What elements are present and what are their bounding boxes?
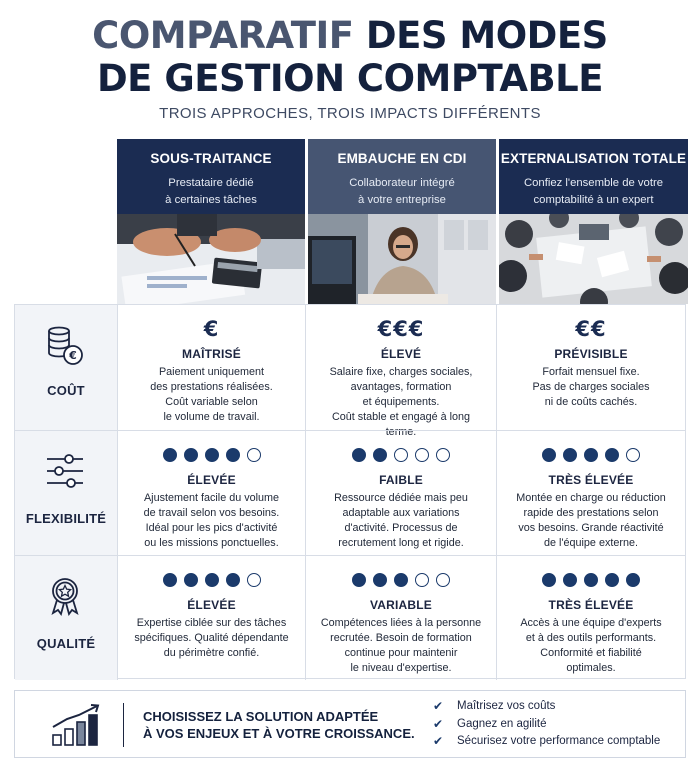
cell-qualite-externalisation bbox=[497, 556, 685, 680]
footer-divider bbox=[123, 703, 124, 747]
cell-heading: MAÎTRISÉ bbox=[182, 347, 241, 361]
check-icon: ✔ bbox=[433, 734, 444, 748]
benefit-item: ✔ Maîtrisez vos coûts bbox=[433, 698, 660, 716]
column-header-embauche-cdi bbox=[308, 139, 496, 304]
cost-symbol: € bbox=[203, 317, 220, 341]
column-description: Confiez l'ensemble de votre comptabilité à un expert bbox=[523, 177, 664, 206]
cell-body: Forfait mensuel fixe. Pas de charges sociales ni de coûts cachés. bbox=[532, 366, 650, 408]
rating-dot-filled bbox=[563, 448, 577, 462]
sliders-icon bbox=[45, 451, 85, 491]
title-line2: DE GESTION COMPTABLE bbox=[96, 57, 604, 100]
rating-dot-filled bbox=[352, 573, 366, 587]
cell-body: Expertise ciblée sur des tâches spécifiques. Qualité dépendante du périmètre confié. bbox=[134, 617, 289, 659]
column-headers bbox=[117, 139, 688, 304]
office-employee-photo bbox=[308, 214, 496, 304]
rating-dot-empty bbox=[436, 573, 450, 587]
rating-dot-empty bbox=[626, 448, 640, 462]
column-description: Collaborateur intégré à votre entreprise bbox=[349, 177, 455, 206]
cell-heading: FAIBLE bbox=[379, 473, 423, 487]
rating-dot-filled bbox=[163, 448, 177, 462]
cell-cout-externalisation bbox=[497, 305, 685, 430]
row-flexibilite bbox=[15, 430, 685, 555]
cell-body: Compétences liées à la personne recrutée. Besoin de formation continue pour maintenir le niveau d'expertise. bbox=[320, 617, 482, 674]
page-title bbox=[0, 14, 700, 100]
cost-symbol: €€€ bbox=[377, 317, 425, 341]
cell-body: Paiement uniquement des prestations réalisées. Coût variable selon le volume de travail. bbox=[150, 366, 273, 423]
rating-dot-empty bbox=[247, 448, 261, 462]
cell-cout-embauche bbox=[306, 305, 497, 438]
row-label: FLEXIBILITÉ bbox=[25, 511, 107, 526]
coins-euro-icon bbox=[45, 325, 85, 365]
row-label-cell bbox=[15, 431, 118, 555]
rating-dot-filled bbox=[605, 573, 619, 587]
check-icon: ✔ bbox=[433, 716, 444, 731]
rating-dot-filled bbox=[205, 573, 219, 587]
rating-dot-empty bbox=[415, 573, 429, 587]
cell-body: Montée en charge ou réduction rapide des prestations selon vos besoins. Grande réactivité de l'équipe externe. bbox=[516, 492, 666, 549]
team-meeting-photo bbox=[499, 214, 688, 304]
rating-dot-filled bbox=[184, 573, 198, 587]
page-subtitle: TROIS APPROCHES, TROIS IMPACTS DIFFÉRENTS bbox=[159, 105, 541, 122]
row-label-cell bbox=[15, 305, 118, 430]
svg-text:€: € bbox=[69, 349, 77, 362]
rating-dots bbox=[306, 448, 496, 462]
rating-dot-filled bbox=[542, 448, 556, 462]
title-accent: COMPARATIF bbox=[92, 14, 354, 57]
rating-dot-empty bbox=[415, 448, 429, 462]
footer-banner bbox=[14, 690, 686, 758]
rating-dot-empty bbox=[436, 448, 450, 462]
rating-dots bbox=[497, 573, 685, 587]
cell-qualite-embauche bbox=[306, 556, 497, 680]
rating-dot-filled bbox=[163, 573, 177, 587]
column-description: Prestataire dédié à certaines tâches bbox=[165, 177, 257, 206]
cell-flexibilite-sous-traitance bbox=[118, 431, 306, 555]
rating-dots bbox=[118, 573, 305, 587]
title-line1: DES MODES bbox=[353, 14, 608, 57]
cell-flexibilite-externalisation bbox=[497, 431, 685, 555]
cell-body: Ressource dédiée mais peu adaptable aux variations d'activité. Processus de recrutement long et rigide. bbox=[334, 492, 468, 549]
cell-flexibilite-embauche bbox=[306, 431, 497, 555]
rating-dot-filled bbox=[605, 448, 619, 462]
rating-dot-filled bbox=[584, 448, 598, 462]
rating-dots bbox=[306, 573, 496, 587]
column-title: EXTERNALISATION TOTALE bbox=[500, 151, 687, 166]
rating-dot-filled bbox=[373, 573, 387, 587]
cell-qualite-sous-traitance bbox=[118, 556, 306, 680]
cell-heading: ÉLEVÉE bbox=[187, 473, 236, 487]
rating-dot-empty bbox=[247, 573, 261, 587]
benefit-item: ✔ Sécurisez votre performance comptable bbox=[433, 733, 660, 751]
rating-dot-filled bbox=[563, 573, 577, 587]
cell-heading: VARIABLE bbox=[369, 598, 433, 612]
row-cout bbox=[15, 305, 685, 438]
rating-dot-filled bbox=[226, 573, 240, 587]
row-label: COÛT bbox=[47, 383, 85, 398]
cell-heading: TRÈS ÉLEVÉE bbox=[548, 598, 634, 612]
rating-dot-empty bbox=[394, 448, 408, 462]
cell-body: Ajustement facile du volume de travail selon vos besoins. Idéal pour les pics d'activité ou les missions ponctuelles. bbox=[143, 492, 280, 549]
cell-heading: ÉLEVÉ bbox=[380, 347, 422, 361]
award-star-icon bbox=[45, 576, 85, 616]
rating-dot-filled bbox=[542, 573, 556, 587]
rating-dot-filled bbox=[226, 448, 240, 462]
cell-heading: TRÈS ÉLEVÉE bbox=[548, 473, 634, 487]
cell-cout-sous-traitance bbox=[118, 305, 306, 430]
rating-dots bbox=[497, 448, 685, 462]
column-header-sous-traitance bbox=[117, 139, 305, 304]
footer-call-to-action: CHOISISSEZ LA SOLUTION ADAPTÉE À VOS ENJEUX ET À VOTRE CROISSANCE. bbox=[143, 709, 415, 741]
column-header-externalisation bbox=[499, 139, 688, 304]
benefits-list bbox=[433, 698, 660, 751]
row-qualite bbox=[15, 555, 685, 680]
rating-dot-filled bbox=[352, 448, 366, 462]
rating-dot-filled bbox=[626, 573, 640, 587]
column-title: EMBAUCHE EN CDI bbox=[337, 151, 467, 166]
cell-body: Accès à une équipe d'experts et à des outils performants. Conformité et fiabilité optimales. bbox=[520, 617, 662, 674]
growth-chart-icon bbox=[51, 703, 103, 747]
comparison-table bbox=[14, 304, 686, 679]
cell-body: Salaire fixe, charges sociales, avantages, formation et équipements. Coût stable et engagé à long terme. bbox=[329, 366, 473, 438]
rating-dot-filled bbox=[394, 573, 408, 587]
cost-symbol: €€ bbox=[575, 317, 607, 341]
check-icon: ✔ bbox=[433, 699, 444, 713]
accountant-calculator-photo bbox=[117, 214, 305, 304]
rating-dots bbox=[118, 448, 305, 462]
rating-dot-filled bbox=[205, 448, 219, 462]
rating-dot-filled bbox=[184, 448, 198, 462]
benefit-item: ✔ Gagnez en agilité bbox=[433, 716, 660, 734]
rating-dot-filled bbox=[373, 448, 387, 462]
rating-dot-filled bbox=[584, 573, 598, 587]
cell-heading: PRÉVISIBLE bbox=[554, 347, 628, 361]
row-label-cell bbox=[15, 556, 118, 680]
column-title: SOUS-TRAITANCE bbox=[150, 151, 272, 166]
row-label: QUALITÉ bbox=[36, 636, 96, 651]
cell-heading: ÉLEVÉE bbox=[187, 598, 236, 612]
